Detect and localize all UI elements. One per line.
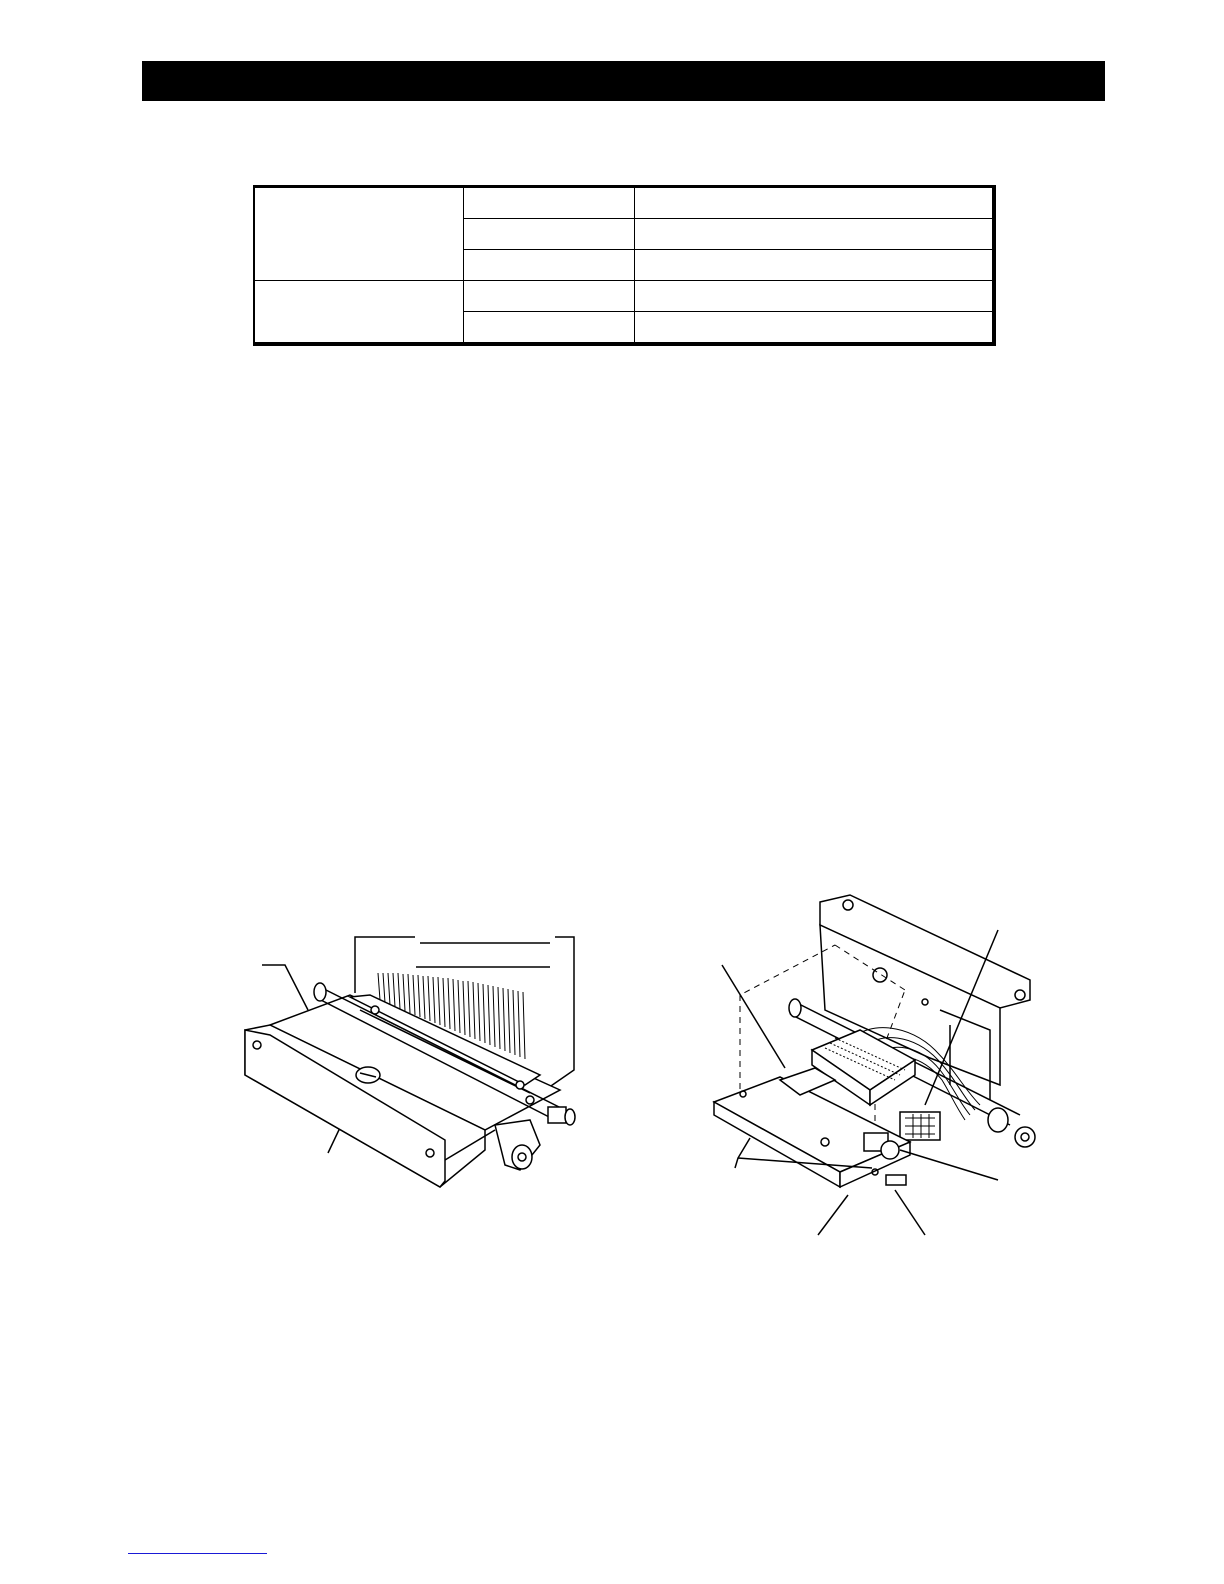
table-label-cell	[464, 312, 635, 345]
table-group-cell	[254, 187, 464, 281]
table-row	[254, 281, 994, 312]
power-connector	[900, 1112, 940, 1140]
table-label-cell	[464, 219, 635, 250]
head-unit-exploded-figure	[700, 890, 1050, 1240]
section-header-bar	[142, 61, 1105, 101]
table-value-cell	[635, 219, 995, 250]
footer-link-underline[interactable]	[128, 1553, 267, 1554]
table-label-cell	[464, 281, 635, 312]
table-value-cell	[635, 250, 995, 281]
spec-table	[253, 185, 996, 346]
print-head-assembly-figure	[230, 925, 600, 1205]
table-value-cell	[635, 312, 995, 345]
table-label-cell	[464, 187, 635, 219]
table-value-cell	[635, 187, 995, 219]
release-lever	[495, 1120, 540, 1170]
table-row	[254, 187, 994, 219]
adjust-screw	[356, 1067, 380, 1083]
table-label-cell	[464, 250, 635, 281]
table-group-cell	[254, 281, 464, 345]
table-value-cell	[635, 281, 995, 312]
